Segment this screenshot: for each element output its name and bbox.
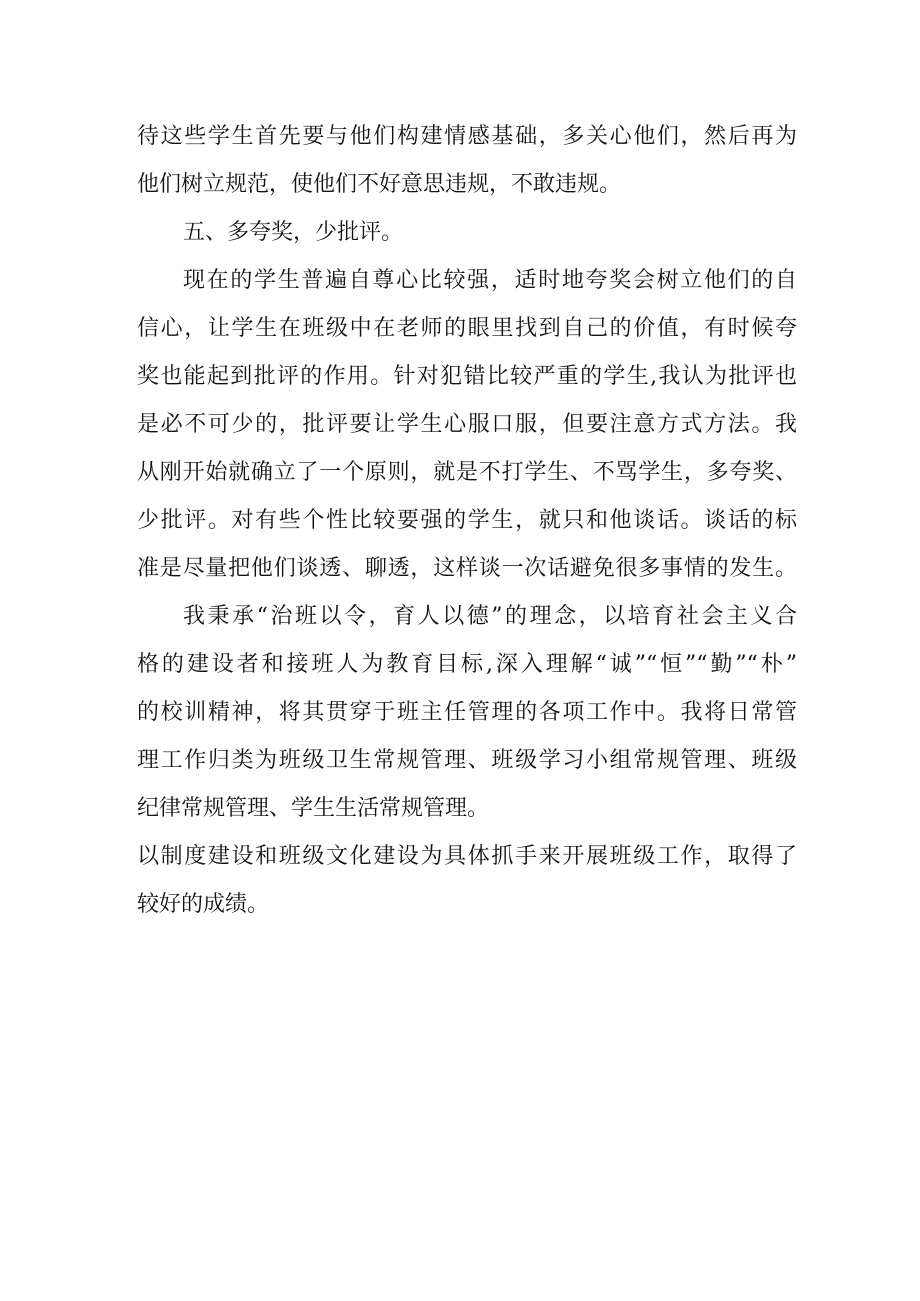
text-line: 是必不可少的，批评要让学生心服口服，但要注意方式方法。我	[137, 412, 797, 437]
text-line: 少批评。对有些个性比较要强的学生，就只和他谈话。谈话的标	[137, 508, 797, 533]
paragraph-start-line: 我秉承“治班以令，育人以德”的理念，以培育社会主义合	[183, 604, 797, 629]
text-line: 理工作归类为班级卫生常规管理、班级学习小组常规管理、班级	[137, 748, 797, 773]
text-line: 格的建设者和接班人为教育目标,深入理解“诚”“恒”“勤”“朴”	[137, 652, 797, 677]
text-line: 的校训精神，将其贯穿于班主任管理的各项工作中。我将日常管	[137, 700, 797, 725]
text-line: 准是尽量把他们谈透、聊透，这样谈一次话避免很多事情的发生。	[137, 556, 797, 581]
document-body	[137, 113, 797, 929]
text-line: 信心，让学生在班级中在老师的眼里找到自己的价值，有时候夸	[137, 316, 797, 341]
text-line: 从刚开始就确立了一个原则，就是不打学生、不骂学生，多夸奖、	[137, 460, 797, 485]
text-line: 纪律常规管理、学生生活常规管理。	[137, 796, 490, 821]
text-line: 较好的成绩。	[137, 892, 270, 917]
text-line: 待这些学生首先要与他们构建情感基础，多关心他们，然后再为	[137, 124, 797, 149]
text-line: 奖也能起到批评的作用。针对犯错比较严重的学生,我认为批评也	[137, 364, 797, 389]
paragraph-start-line: 现在的学生普遍自尊心比较强，适时地夸奖会树立他们的自	[183, 268, 797, 293]
text-line: 以制度建设和班级文化建设为具体抓手来开展班级工作，取得了	[137, 844, 797, 869]
section-heading: 五、多夸奖，少批评。	[183, 220, 404, 245]
text-line: 他们树立规范，使他们不好意思违规，不敢违规。	[137, 172, 622, 197]
